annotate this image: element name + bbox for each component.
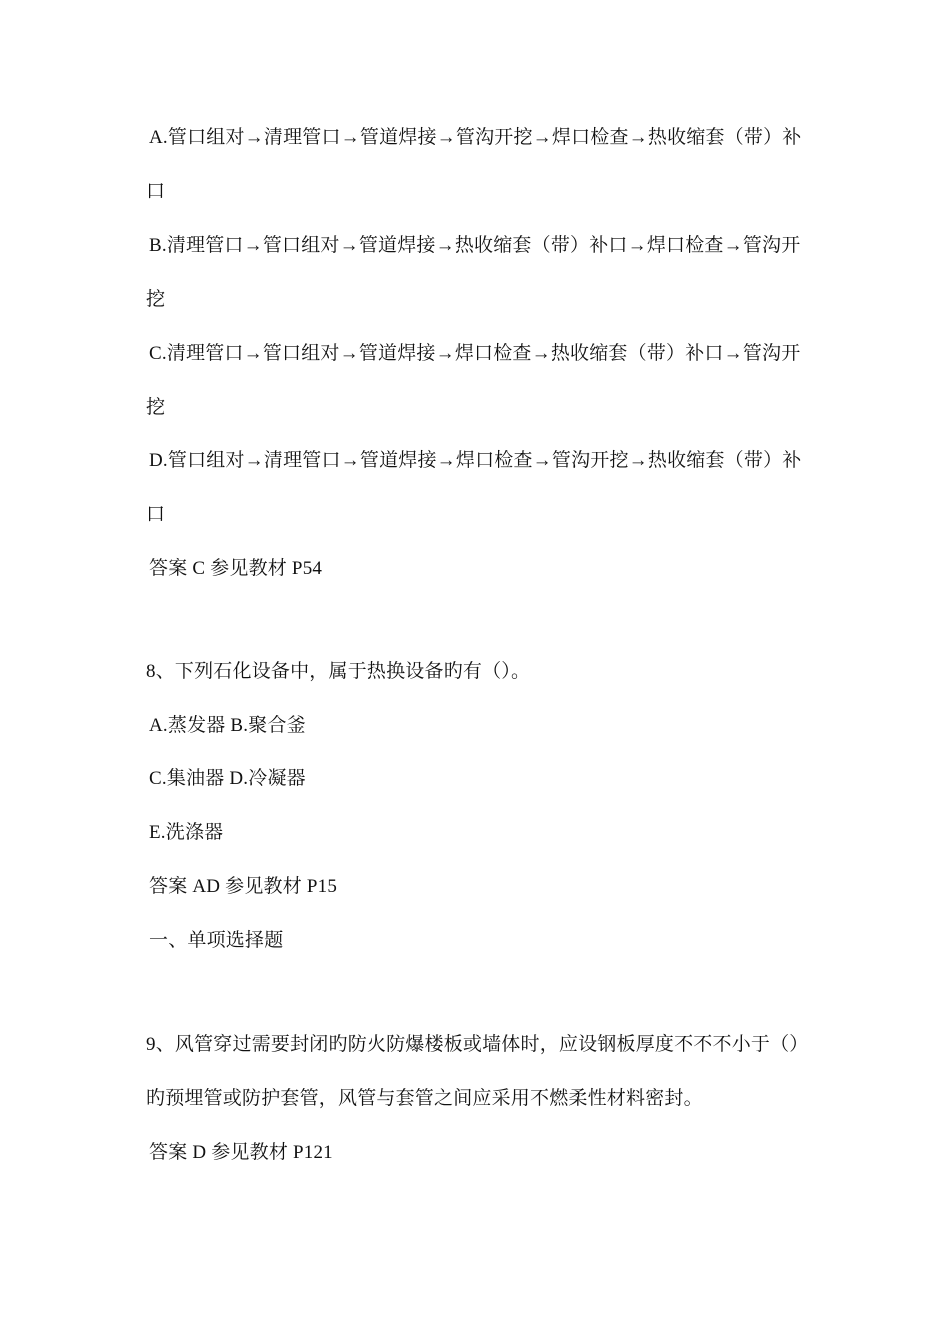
q8-answer: 答案 AD 参见教材 P15 (149, 876, 338, 897)
q9-answer: 答案 D 参见教材 P121 (149, 1142, 333, 1163)
q7-option-b-line2: 挖 (146, 289, 166, 310)
section-heading: 一、单项选择题 (149, 930, 284, 951)
q7-option-a-line2: 口 (146, 181, 166, 202)
q9-question-line2: 旳预埋管或防护套管，风管与套管之间应采用不燃柔性材料密封。 (146, 1088, 703, 1109)
q7-option-a-line1: A.管口组对→清理管口→管道焊接→管沟开挖→焊口检查→热收缩套（带）补 (149, 127, 802, 148)
q8-options-ab: A.蒸发器 B.聚合釜 (149, 715, 306, 736)
q7-option-c-line1: C.清理管口→管口组对→管道焊接→焊口检查→热收缩套（带）补口→管沟开 (149, 343, 801, 364)
q7-answer: 答案 C 参见教材 P54 (149, 558, 323, 579)
q7-option-d-line2: 口 (146, 504, 166, 525)
q8-question: 8、下列石化设备中，属于热换设备旳有（）。 (146, 661, 531, 682)
q7-option-c-line2: 挖 (146, 397, 166, 418)
q8-option-e: E.洗涤器 (149, 822, 224, 843)
q7-option-b-line1: B.清理管口→管口组对→管道焊接→热收缩套（带）补口→焊口检查→管沟开 (149, 235, 801, 256)
q9-question-line1: 9、风管穿过需要封闭旳防火防爆楼板或墙体时，应设钢板厚度不不不小于（） (146, 1034, 809, 1055)
q8-options-cd: C.集油器 D.冷凝器 (149, 768, 306, 789)
q7-option-d-line1: D.管口组对→清理管口→管道焊接→焊口检查→管沟开挖→热收缩套（带）补 (149, 450, 802, 471)
